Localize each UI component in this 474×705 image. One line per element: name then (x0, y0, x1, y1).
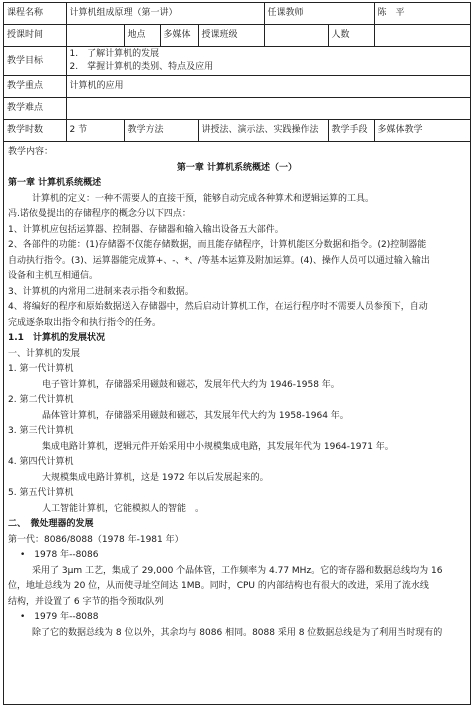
difficulty-value (66, 98, 471, 120)
point-2-line-3: 设备和主机互相通信。 (8, 271, 99, 281)
computer-development-heading: 一、计算机的发展 (8, 348, 81, 359)
difficulty-label: 教学难点 (4, 98, 66, 120)
von-neumann-intro: 冯.诺依曼提出的存储程序的概念分以下四点： (8, 209, 191, 219)
means-value: 多媒体教学 (374, 120, 471, 142)
lesson-info-table (4, 3, 471, 142)
bullet-8088: • 1979 年--8088 (20, 612, 99, 622)
8086-desc-line-2: 位，地址总线为 20 位，从而使寻址空间达 1MB。同时，CPU 的内部结构也有很大的改进，采用了流水线 (8, 581, 429, 591)
goal-label: 教学目标 (4, 47, 66, 76)
8086-desc-line-1: 采用了 3μm 工艺，集成了 29,000 个晶体管，工作频率为 4.77 MHz。它的寄存器和数据总线均为 16 (32, 565, 443, 576)
time-value (66, 25, 124, 47)
gen-5-heading: 5. 第五代计算机 (8, 488, 74, 498)
gen-4-heading: 4. 第四代计算机 (8, 457, 74, 467)
gen-2-desc: 晶体管计算机，存储器采用磁鼓和磁芯，其发展年代大约为 1958-1964 年。 (42, 410, 349, 421)
time-label: 授课时间 (4, 25, 66, 47)
class-label: 授课班级 (198, 25, 264, 47)
gen-1-heading: 1. 第一代计算机 (8, 364, 74, 374)
gen-3-desc: 集成电路计算机，逻辑元件开始采用中小规模集成电路，其发展年代为 1964-1971 年。 (42, 441, 394, 452)
definition-text: 计算机的定义：一种不需要人的直接干预，能够自动完成各种算术和逻辑运算的工具。 (32, 193, 375, 204)
goal-item: 1. 了解计算机的发展 (69, 49, 160, 59)
focus-label: 教学重点 (4, 76, 66, 98)
point-3: 3、计算机的内常用二进制来表示指令和数据。 (8, 286, 194, 297)
course-name-label: 课程名称 (4, 3, 66, 25)
lecture-title: 第一章 计算机系统概述（一） (176, 162, 298, 173)
gen-1-desc: 电子管计算机，存储器采用磁鼓和磁芯，发展年代大约为 1946-1958 年。 (42, 379, 340, 390)
gen-2-heading: 2. 第二代计算机 (8, 395, 74, 405)
8086-desc-line-3: 结构，并设置了 6 字节的指令预取队列 (8, 596, 164, 607)
point-2-line-2: 自动执行指令。(3)、运算器能完成算+、-、*、/等基本运算及附加运算。(4)、操作人员可以通过输入输出 (8, 255, 430, 266)
hours-label: 教学时数 (4, 120, 66, 142)
location-value: 多媒体 (160, 25, 198, 47)
microprocessor-heading: 二、 微处理器的发展 (8, 519, 94, 529)
count-value (374, 25, 471, 47)
point-4-line-1: 4、将编好的程序和原始数据送入存储器中，然后启动计算机工作，在运行程序时不需要人员参预下，自动 (8, 302, 428, 312)
course-name-value: 计算机组成原理（第一讲） (66, 3, 264, 25)
focus-value: 计算机的应用 (66, 76, 471, 98)
method-label: 教学方法 (124, 120, 198, 142)
teacher-label: 任课教师 (264, 3, 374, 25)
method-value: 讲授法、演示法、实践操作法 (198, 120, 328, 142)
chapter-heading: 第一章 计算机系统概述 (8, 178, 102, 188)
goal-list (66, 47, 471, 76)
means-label: 教学手段 (328, 120, 374, 142)
location-label: 地点 (124, 25, 160, 47)
count-label: 人数 (328, 25, 374, 47)
point-1: 1、计算机应包括运算器、控制器、存储器和输入输出设备五大部件。 (8, 224, 284, 235)
content-label: 教学内容： (8, 147, 54, 157)
gen-4-desc: 大规模集成电路计算机，这是 1972 年以后发展起来的。 (42, 472, 269, 483)
goal-item: 2. 掌握计算机的类别、特点及应用 (69, 62, 214, 72)
8088-desc-line-1: 除了它的数据总线为 8 位以外，其余均与 8086 相同。8088 采用 8 位数据总线是为了利用当时现有的 (32, 627, 443, 638)
gen-5-desc: 人工智能计算机，它能模拟人的智能 。 (42, 503, 205, 514)
gen-3-heading: 3. 第三代计算机 (8, 426, 74, 436)
bullet-8086: • 1978 年--8086 (20, 550, 99, 560)
lesson-plan-page (3, 2, 471, 705)
first-gen-cpu: 第一代：8086/8088（1978 年-1981 年） (8, 534, 184, 545)
teaching-content (4, 142, 470, 641)
hours-value: 2 节 (66, 120, 124, 142)
point-4-line-2: 完成逐条取出指令和执行指令的任务。 (8, 317, 162, 328)
point-2-line-1: 2、各部件的功能：(1)存储器不仅能存储数据，而且能存储程序，计算机能区分数据和指令。(2)控制器能 (8, 240, 427, 250)
teacher-value: 陈 平 (374, 3, 471, 25)
section-1-1-heading: 1.1 计算机的发展状况 (8, 333, 105, 343)
class-value (264, 25, 328, 47)
